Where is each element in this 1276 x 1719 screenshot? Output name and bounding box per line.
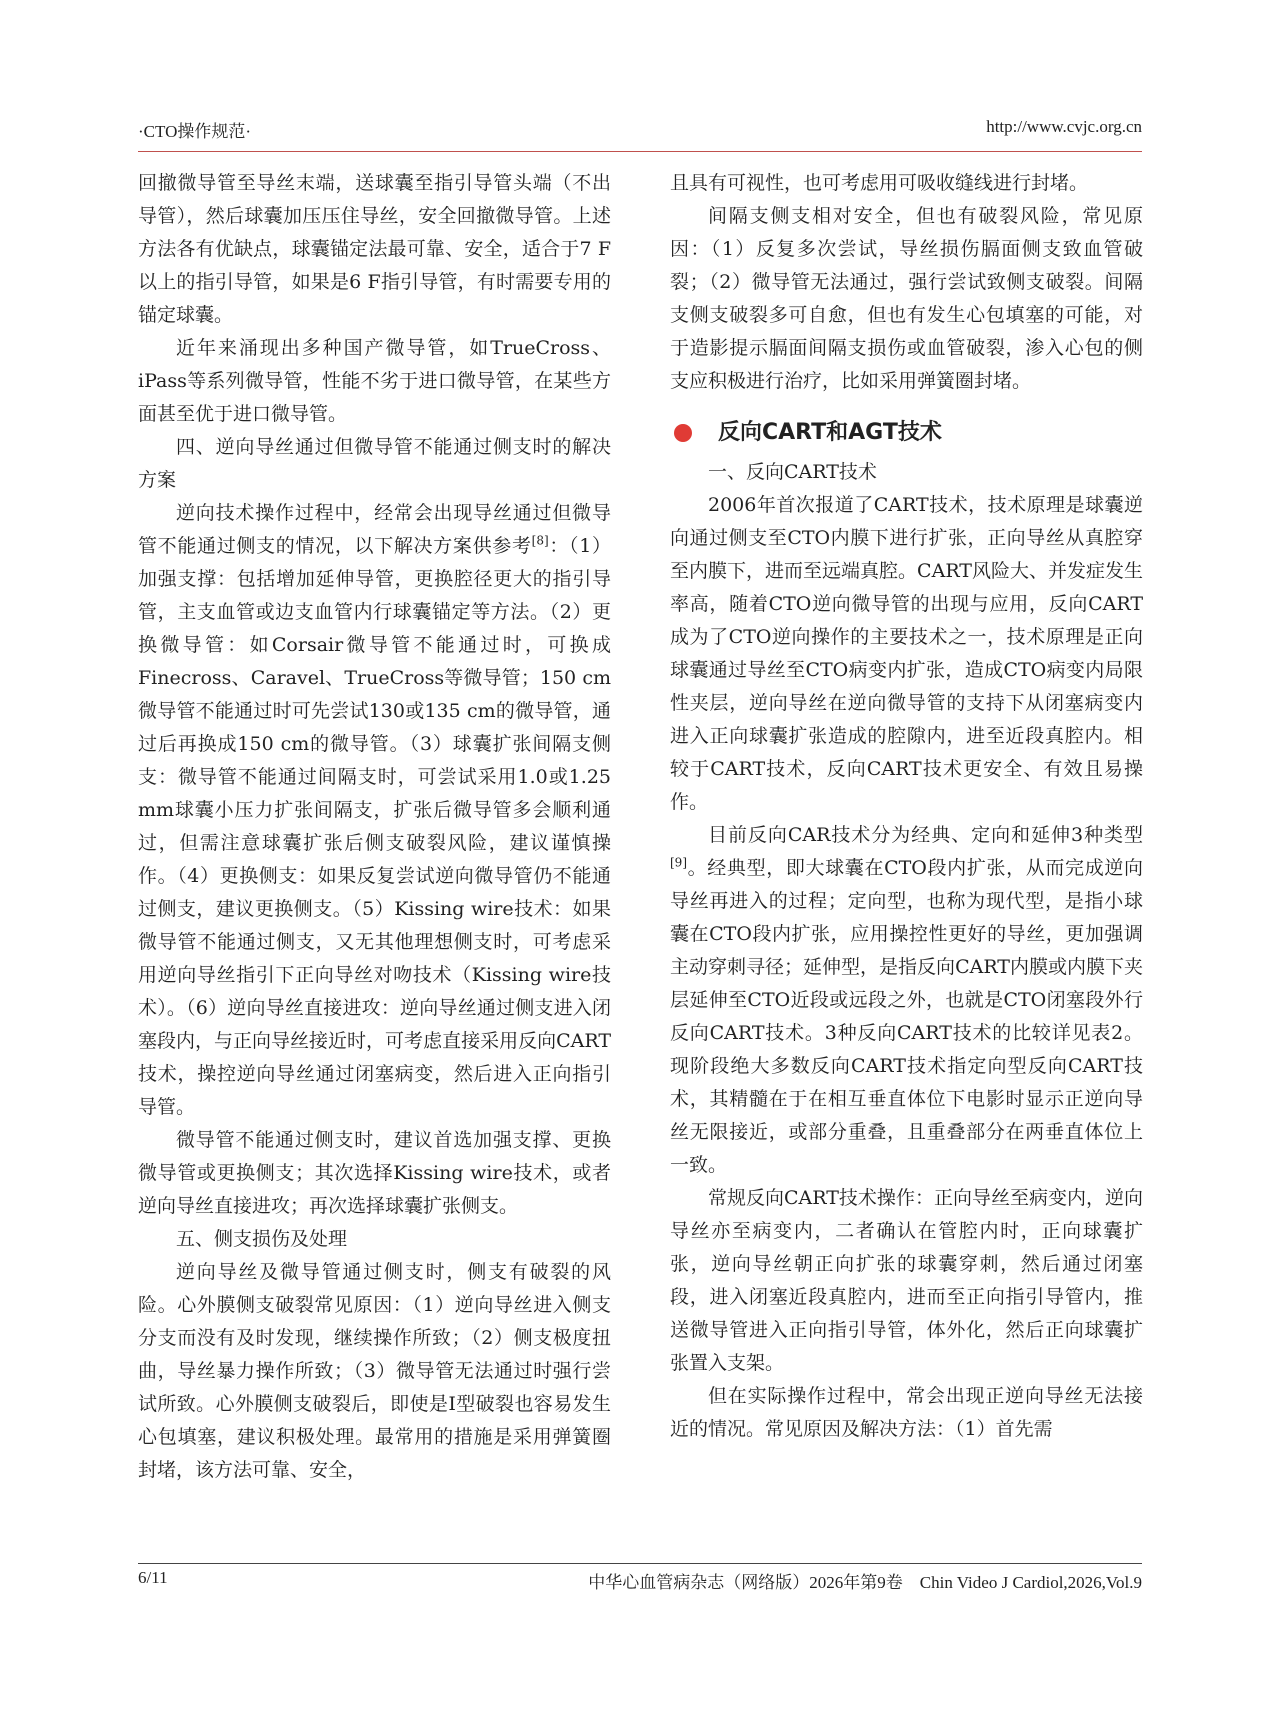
paragraph-text: 目前反向CAR技术分为经典、定向和延伸3种类型 [708,824,1143,846]
paragraph: 微导管不能通过侧支时，建议首选加强支撑、更换微导管或更换侧支；其次选择Kissing wire技术，或者逆向导丝直接进攻；再次选择球囊扩张侧支。 [138,1129,611,1217]
right-column [670,167,1143,1446]
paragraph-text: 逆向技术操作过程中，经常会出现导丝通过但微导管不能通过侧支的情况，以下解决方案供参考 [138,502,611,557]
bullet-dot-icon [674,424,692,442]
running-header [138,117,1142,147]
paragraph: 逆向导丝及微导管通过侧支时，侧支有破裂的风险。心外膜侧支破裂常见原因：（1）逆向导丝进入侧支分支而没有及时发现，继续操作所致；（2）侧支极度扭曲，导丝暴力操作所致；（3）微导管无法通过时强行尝试所致。心外膜侧支破裂后，即使是Ⅰ型破裂也容易发生心包填塞，建议积极处理。最常用的措施是采用弹簧圈封堵，该方法可靠、安全， [138,1261,611,1481]
header-divider [138,151,1142,152]
paragraph: 但在实际操作过程中，常会出现正逆向导丝无法接近的情况。常见原因及解决方法：（1）首先需 [670,1385,1143,1440]
paragraph [138,497,611,1124]
footer-divider [138,1563,1142,1564]
running-footer [138,1568,1142,1596]
paragraph: 常规反向CART技术操作：正向导丝至病变内，逆向导丝亦至病变内，二者确认在管腔内时，正向球囊扩张，逆向导丝朝正向扩张的球囊穿刺，然后通过闭塞段，进入闭塞近段真腔内，进而至正向指引导管内，推送微导管进入正向指引导管，体外化，然后正向球囊扩张置入支架。 [670,1187,1143,1374]
paragraph: 且具有可视性，也可考虑用可吸收缝线进行封堵。 [670,172,1089,194]
journal-citation: 中华心血管病杂志（网络版）2026年第9卷 Chin Video J Cardiol,2026,Vol.9 [588,1573,1142,1592]
paragraph: 间隔支侧支相对安全，但也有破裂风险，常见原因：（1）反复多次尝试，导丝损伤膈面侧支致血管破裂；（2）微导管无法通过，强行尝试致侧支破裂。间隔支侧支破裂多可自愈，但也有发生心包填塞的可能，对于造影提示膈面间隔支损伤或血管破裂，渗入心包的侧支应积极进行治疗，比如采用弹簧圈封堵。 [670,205,1143,392]
paragraph: 近年来涌现出多种国产微导管，如TrueCross、iPass等系列微导管，性能不劣于进口微导管，在某些方面甚至优于进口微导管。 [138,337,611,425]
paragraph: 回撤微导管至导丝末端，送球囊至指引导管头端（不出导管），然后球囊加压压住导丝，安全回撤微导管。上述方法各有优缺点，球囊锚定法最可靠、安全，适合于7 F以上的指引导管，如果是6 F指引导管，有时需要专用的锚定球囊。 [138,172,611,326]
paragraph [670,819,1143,1182]
paragraph-text: 。经典型，即大球囊在CTO段内扩张，从而完成逆向导丝再进入的过程；定向型，也称为现代型，是指小球囊在CTO段内扩张，应用操控性更好的导丝，更加强调主动穿刺寻径；延伸型，是指反向CART内膜或内膜下夹层延伸至CTO近段或远段之外，也就是CTO闭塞段外行反向CART技术。3种反向CART技术的比较详见表2。现阶段绝大多数反向CART技术指定向型反向CART技术，其精髓在于在相互垂直体位下电影时显示正逆向导丝无限接近，或部分重叠，且重叠部分在两垂直体位上一致。 [670,857,1143,1176]
section-heading [670,412,1143,454]
journal-url[interactable]: http://www.cvjc.org.cn [986,117,1142,136]
section-heading-text: 反向CART和AGT技术 [718,420,942,445]
paragraph: 2006年首次报道了CART技术，技术原理是球囊逆向通过侧支至CTO内膜下进行扩张，正向导丝从真腔穿至内膜下，进而至远端真腔。CART风险大、并发症发生率高，随着CTO逆向微导管的出现与应用，反向CART成为了CTO逆向操作的主要技术之一，技术原理是正向球囊通过导丝至CTO病变内扩张，造成CTO病变内局限性夹层，逆向导丝在逆向微导管的支持下从闭塞病变内进入正向球囊扩张造成的腔隙内，进至近段真腔内。相较于CART技术，反向CART技术更安全、有效且易操作。 [670,494,1143,813]
subheading-4: 四、逆向导丝通过但微导管不能通过侧支时的解决方案 [138,436,611,491]
subheading-1: 一、反向CART技术 [708,461,877,483]
section-label: ·CTO操作规范· [138,122,252,141]
citation-ref[interactable]: [9] [670,855,687,870]
citation-ref[interactable]: [8] [531,533,549,548]
page-number: 6/11 [138,1568,168,1587]
left-column [138,167,611,1487]
paragraph-text: ：（1）加强支撑：包括增加延伸导管，更换腔径更大的指引导管，主支血管或边支血管内行球囊锚定等方法。（2）更换微导管：如Corsair微导管不能通过时，可换成Finecross、Caravel、TrueCross等微导管；150 cm微导管不能通过时可先尝试130或135 cm的微导管，通过后再换成150 cm的微导管。（3）球囊扩张间隔支侧支：微导管不能通过间隔支时，可尝试采用1.0或1.25 mm球囊小压力扩张间隔支，扩张后微导管多会顺利通过，但需注意球囊扩张后侧支破裂风险，建议谨慎操作。（4）更换侧支：如果反复尝试逆向微导管仍不能通过侧支，建议更换侧支。（5）Kissing wire技术：如果微导管不能通过侧支，又无其他理想侧支时，可考虑采用逆向导丝指引下正向导丝对吻技术（Kissing wire技术）。（6）逆向导丝直接进攻：逆向导丝通过侧支进入闭塞段内，与正向导丝接近时，可考虑直接采用反向CART技术，操控逆向导丝通过闭塞病变，然后进入正向指引导管。 [138,535,611,1118]
subheading-5: 五、侧支损伤及处理 [176,1228,348,1250]
